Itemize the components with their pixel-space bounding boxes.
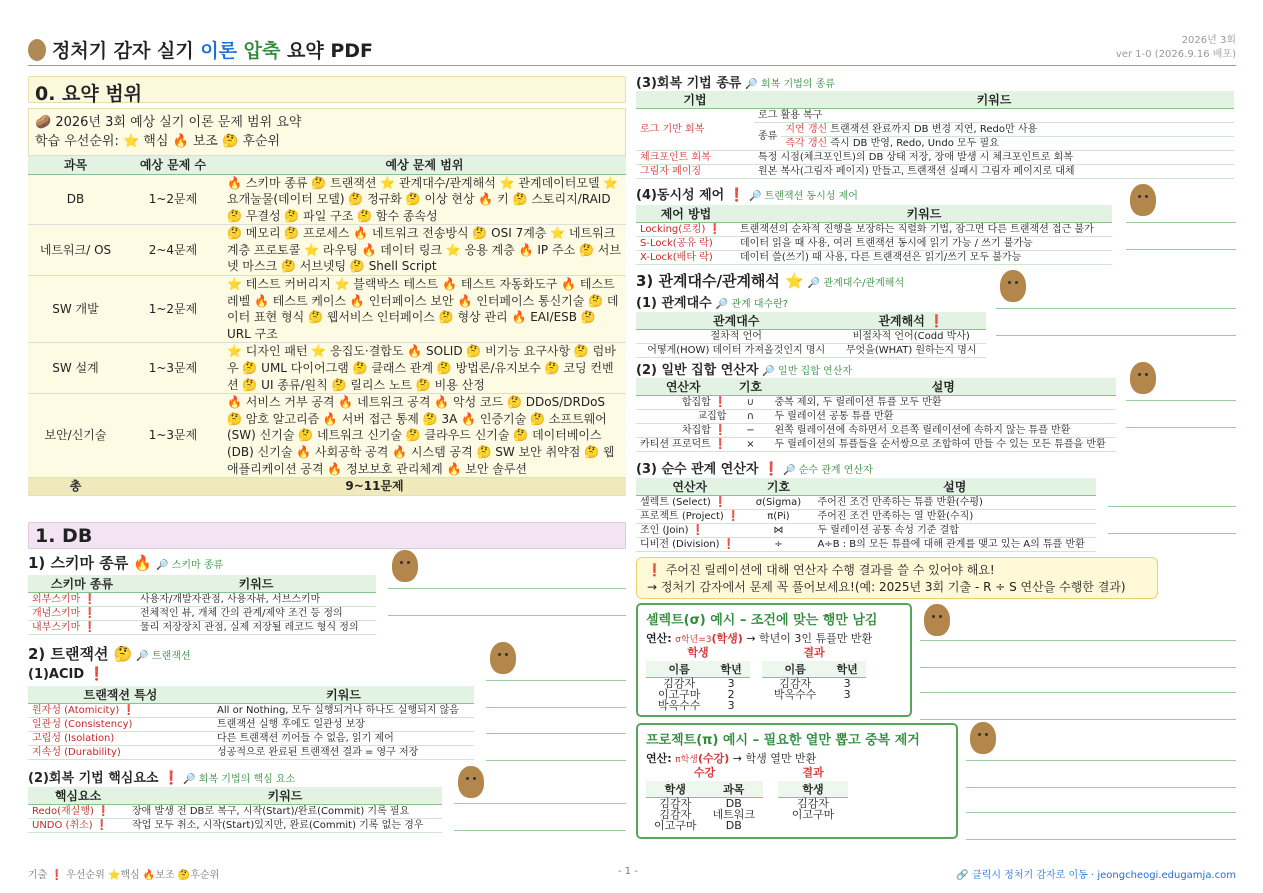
pure-operators-heading: (3) 순수 관계 연산자 ❗ 🔎 순수 관계 연산자 [636, 462, 873, 477]
recovery-core-heading: (2)회복 기법 핵심요소 ❗ 🔎 회복 기법의 핵심 요소 [28, 771, 296, 786]
table-row: 네트워크/ OS 2~4문제 🤔 메모리 🤔 프로세스 🔥 네트워크 전송방식 🤔 OSI 7계층 ⭐ 네트워크 계층 프로토콜 ⭐ 라우팅 🔥 데이터 링크 ⭐ 응용 계층 🔥 IP 주소 🤔 서브넷 마스크 🤔 서브넷팅 🤔 Shell Script [28, 225, 626, 276]
concurrency-table: 제어 방법 키워드 Locking(로킹) ❗ 트랜잭션의 순차적 진행을 보장하는 직렬화 기법, 잠그면 다른 트랜잭션 접근 불가 S-Lock(공유 락) 데이터 읽을 때 사용, 여러 트랜잭션 동시에 읽기 가능 / 쓰기 불가능 X-Lock(배타 락) 데이터 쓸(쓰기) 때 사용, 다른 트랜잭션은 읽기/쓰기 모두 불가능 [636, 205, 1112, 265]
table-row: 원자성 (Atomicity) ❗ All or Nothing, 모두 실행되거나 하나도 실행되지 않음 [28, 704, 474, 718]
section-1-title: 1. DB [28, 522, 626, 549]
scope-rows [28, 174, 626, 495]
algebra-search-link[interactable]: 🔎 관계 대수란? [715, 299, 789, 310]
recovery-types-table: 기법 키워드 로그 기반 회복 로그 활용 복구 종류 지연 갱신 트랜잭션 완료까지 DB 변경 지연, Redo만 사용 즉각 갱신 즉시 DB 반영, Redo, Undo 모두 필요 체크포인트 회복 특정 시점(체크포인트)의 DB 상태 저장, 장애 발생 시 체크포인트로 회복 그림자 페이징 원본 복사(그림자 페이지) 만들고, 트랜잭션 실패시 그림자 페이지로 대체 [636, 91, 1234, 179]
site-link[interactable]: 🔗 클릭시 정처기 감자로 이동 · jeongcheogi.edugamja.com [956, 870, 1236, 881]
project-example-box [636, 723, 958, 839]
exam-tip-note: ❗ 주어진 릴레이션에 대해 연산자 수행 결과를 쓸 수 있어야 해요! → 정처기 감자에서 문제 꼭 풀어보세요!(예: 2025년 3회 기출 - R ÷ S 연산을 수행한 결과) [636, 557, 1158, 599]
priority-legend: 학습 우선순위: ⭐ 핵심 🔥 보조 🤔 후순위 [35, 134, 281, 149]
table-row: SW 개발 1~2문제 ⭐ 테스트 커버리지 ⭐ 블랙박스 테스트 🔥 테스트 자동화도구 🔥 테스트 레벨 🔥 테스트 케이스 🔥 인터페이스 보안 🔥 인터페이스 통신기술 🤔 데이터 표현 형식 🤔 웹서비스 인터페이스 🤔 형상 관리 🔥 EAI/ESB 🤔 URL 구조 [28, 276, 626, 343]
note-lines [1108, 506, 1236, 507]
table-row: S-Lock(공유 락) 데이터 읽을 때 사용, 여러 트랜잭션 동시에 읽기 가능 / 쓰기 불가능 [636, 237, 1112, 251]
table-row: 조인 (Join) ❗ ⋈ 두 릴레이션 공통 속성 기준 결합 [636, 524, 1096, 538]
page-footer [28, 866, 1236, 881]
pure-operators-search-link[interactable]: 🔎 순수 관계 연산자 [783, 465, 873, 476]
note-lines [966, 812, 1236, 813]
table-row: 고립성 (Isolation) 다른 트랜잭션 끼어들 수 없음, 읽기 제어 [28, 732, 474, 746]
table-row: 개념스키마 ❗ 전체적인 뷰, 개체 간의 관계/제약 조건 등 정의 [28, 607, 376, 621]
table-row: SW 설계 1~3문제 ⭐ 디자인 패턴 ⭐ 응집도·결합도 🔥 SOLID 🤔 비기능 요구사항 🤔 럼바우 🤔 UML 다이어그램 🤔 클래스 관계 🤔 방법론/유지보수 🤔 코딩 컨벤션 🤔 UI 종류/원칙 🤔 릴리스 노트 🤔 비용 산정 [28, 343, 626, 394]
page-title: 정처기 감자 실기 이론 압축 요약 PDF [28, 36, 373, 63]
concurrency-heading: (4)동시성 제어 ❗ 🔎 트랜잭션 동시성 제어 [636, 188, 858, 203]
table-row: 교집합 ∩ 두 릴레이션 공통 튜플 반환 [636, 410, 1116, 424]
table-row: 어떻게(HOW) 데이터 가져올것인지 명시 무엇을(WHAT) 원하는지 명시 [636, 344, 986, 358]
select-result-table: 결과 이름 학년 김감자 3 박옥수수 3 [762, 647, 866, 700]
table-row: 지속성 (Durability) 성공적으로 완료된 트랜잭션 결과 = 영구 저장 [28, 746, 474, 760]
table-row: UNDO (취소) ❗ 작업 모두 취소, 시작(Start)있지만, 완료(Commit) 기록 없는 경우 [28, 819, 442, 833]
table-row: 로그 기반 회복 로그 활용 복구 [636, 109, 1234, 123]
potato-mascot-icon [970, 722, 996, 754]
potato-logo-icon [28, 39, 46, 61]
table-row: 외부스키마 ❗ 사용자/개발자관점, 사용자뷰, 서브스키마 [28, 593, 376, 607]
acid-heading: (1)ACID ❗ [28, 667, 105, 682]
table-row: 종류 지연 갱신 트랜잭션 완료까지 DB 변경 지연, Redo만 사용 [636, 123, 1234, 137]
transaction-heading: 2) 트랜잭션 🤔 🔎 트랜잭션 [28, 645, 191, 663]
table-row: 내부스키마 ❗ 물리 저장장치 관점, 실제 저장될 레코드 형식 정의 [28, 621, 376, 635]
recovery-core-search-link[interactable]: 🔎 회복 기법의 핵심 요소 [183, 774, 296, 785]
note-lines [920, 692, 1236, 693]
project-example-title: 프로젝트(π) 예시 – 필요한 열만 뽑고 중복 제거 [646, 733, 920, 748]
note-lines [486, 733, 626, 734]
note-lines [1126, 222, 1236, 223]
table-row: X-Lock(배타 락) 데이터 쓸(쓰기) 때 사용, 다른 트랜잭션은 읽기/쓰기 모두 불가능 [636, 251, 1112, 265]
table-row: 보안/신기술 1~3문제 🔥 서비스 거부 공격 🔥 네트워크 공격 🔥 악성 코드 🤔 DDoS/DRDoS 🤔 암호 알고리즘 🔥 서버 접근 통제 🤔 3A 🔥 인증기술 🤔 소프트웨어(SW) 신기술 🤔 네트워크 신기술 🤔 클라우드 신기술 🤔 데이터베이스(DB) 신기술 🔥 사회공학 공격 🔥 시스템 공격 🤔 SW 보안 취약점 🤔 웹 애플리케이션 공격 🔥 정보보호 관리체계 🔥 보안 솔루션 [28, 394, 626, 478]
potato-mascot-icon [490, 642, 516, 674]
select-example-title: 셀렉트(σ) 예시 – 조건에 맞는 행만 남김 [646, 613, 878, 628]
algebra-vs-calculus-table: 관계대수 관계해석 ❗ 절차적 언어 비절차적 언어(Codd 박사) 어떻게(HOW) 데이터 가져올것인지 명시 무엇을(WHAT) 원하는지 명시 [636, 312, 986, 358]
total-row: 총 9~11문제 [28, 478, 626, 496]
table-row: 즉각 갱신 즉시 DB 반영, Redo, Undo 모두 필요 [636, 137, 1234, 151]
section-0-title: 0. 요약 범위 [28, 76, 626, 103]
table-row: 디비전 (Division) ❗ ÷ A÷B : B의 모든 튜플에 대해 관계를 맺고 있는 A의 튜플 반환 [636, 538, 1096, 552]
table-row: 차집합 ❗ − 왼쪽 릴레이션에 속하면서 오른쪽 릴레이션에 속하지 않는 튜플 반환 [636, 424, 1116, 438]
select-operation: 연산: σ학년=3(학생) → 학년이 3인 튜플만 반환 [646, 632, 873, 645]
relational-algebra-search-link[interactable]: 🔎 관계대수/관계해석 [807, 278, 905, 289]
scope-intro-text: 🥔 2026년 3회 예상 실기 이론 문제 범위 요약 [35, 115, 302, 130]
schema-heading: 1) 스키마 종류 🔥 🔎 스키마 종류 [28, 554, 224, 572]
recovery-types-search-link[interactable]: 🔎 회복 기법의 종류 [745, 79, 835, 90]
edition-info: 2026년 3회 ver 1-0 (2026.9.16 배포) [1115, 35, 1236, 60]
potato-mascot-icon [1130, 184, 1156, 216]
note-lines [486, 680, 626, 681]
table-row: 카티션 프로덕트 ❗ × 두 릴레이션의 튜플들을 순서쌍으로 조합하여 만들 수 있는 모든 튜플을 반환 [636, 438, 1116, 452]
relational-algebra-heading: 3) 관계대수/관계해석 ⭐ 🔎 관계대수/관계해석 [636, 272, 905, 290]
project-source-table: 수강 학생 과목 김감자 DB 김감자 네트워크 이고구마 DB [646, 767, 763, 831]
table-row: Redo(재실행) ❗ 장애 발생 전 DB로 복구, 시작(Start)/완료(Commit) 기록 필요 [28, 805, 442, 819]
potato-mascot-icon [1130, 362, 1156, 394]
potato-mascot-icon [392, 550, 418, 582]
table-row: 체크포인트 회복 특정 시점(체크포인트)의 DB 상태 저장, 장애 발생 시 체크포인트로 회복 [636, 151, 1234, 165]
table-row: DB 1~2문제 🔥 스키마 종류 🤔 트랜잭션 ⭐ 관계대수/관계해석 ⭐ 관계데이터모델 ⭐ 요개눌물(데이터 모델) 🤔 정규화 🤔 이상 현상 🔥 키 🤔 스토리지/RAID 🤔 무결성 🤔 파일 구조 🤔 함수 종속성 [28, 174, 626, 225]
note-lines [454, 803, 626, 804]
schema-table: 스키마 종류 키워드 외부스키마 ❗ 사용자/개발자관점, 사용자뷰, 서브스키마 개념스키마 ❗ 전체적인 뷰, 개체 간의 관계/제약 조건 등 정의 내부스키마 ❗ 물리 저장장치 관점, 실제 저장될 레코드 형식 정의 [28, 575, 376, 635]
scope-table: 과목 예상 문제 수 예상 문제 범위 DB 1~2문제 🔥 스키마 종류 🤔 트랜잭션 ⭐ 관계대수/관계해석 ⭐ 관계데이터모델 ⭐ 요개눌물(데이터 모델) 🤔 정규화 🤔 이상 현상 🔥 키 🤔 스토리지/RAID 🤔 무결성 🤔 파일 구조 🤔 함수 종속성 네트워크/ OS 2~4문제 🤔 메모리 🤔 프로세스 🔥 네트워크 전송방식 🤔 OSI 7계층 ⭐ 네트워크 계층 프로토콜 ⭐ 라우팅 🔥 데이터 링크 ⭐ 응용 계층 🔥 IP 주소 🤔 서브넷 마스크 🤔 서브넷팅 🤔 Shell Script SW 개발 1~2문제 ⭐ 테스트 커버리지 ⭐ 블랙박스 테스트 🔥 테스트 자동화도구 🔥 테스트 레벨 🔥 테스트 케이스 🔥 인터페이스 보안 🔥 인터페이스 통신기술 🤔 데이터 표현 형식 🤔 웹서비스 인터페이스 🤔 형상 관리 🔥 EAI/ESB 🤔 URL 구조 SW 설계 1~3문제 ⭐ 디자인 패턴 ⭐ 응집도·결합도 🔥 SOLID 🤔 비기능 요구사항 🤔 럼바우 🤔 UML 다이어그램 🤔 클래스 관계 🤔 방법론/유지보수 🤔 코딩 컨벤션 🤔 UI 종류/원칙 🤔 릴리스 노트 🤔 비용 산정 보안/신기술 1~3문제 🔥 서비스 거부 공격 🔥 네트워크 공격 🔥 악성 코드 🤔 DDoS/DRDoS 🤔 암호 알고리즘 🔥 서버 접근 통제 🤔 3A 🔥 인증기술 🤔 소프트웨어(SW) 신기술 🤔 네트워크 신기술 🤔 클라우드 신기술 🤔 데이터베이스(DB) 신기술 🔥 사회공학 공격 🔥 시스템 공격 🤔 SW 보안 취약점 🤔 웹 애플리케이션 공격 🔥 정보보호 관리체계 🔥 보안 솔루션 총 9~11문제 [28, 156, 626, 496]
recovery-types-heading: (3)회복 기법 종류 🔎 회복 기법의 종류 [636, 76, 835, 91]
project-result-table: 결과 학생 김감자 이고구마 [778, 767, 848, 820]
footer-legend: 기출 ❗ 우선순위 ⭐핵심 🔥보조 🤔후순위 [28, 870, 220, 881]
algebra-sub-heading: (1) 관계대수 🔎 관계 대수란? [636, 296, 789, 311]
set-operators-heading: (2) 일반 집합 연산자 🔎 일반 집합 연산자 [636, 363, 853, 378]
set-operators-search-link[interactable]: 🔎 일반 집합 연산자 [762, 366, 853, 377]
table-row: 그림자 페이징 원본 복사(그림자 페이지) 만들고, 트랜잭션 실패시 그림자 페이지로 대체 [636, 165, 1234, 179]
table-row: 합집합 ❗ ∪ 중복 제외, 두 릴레이션 튜플 모두 반환 [636, 396, 1116, 410]
note-lines [920, 640, 1236, 641]
table-row: Locking(로킹) ❗ 트랜잭션의 순차적 진행을 보장하는 직렬화 기법, 잠그면 다른 트랜잭션 접근 불가 [636, 223, 1112, 237]
schema-search-link[interactable]: 🔎 스키마 종류 [156, 560, 224, 571]
set-operators-table: 연산자 기호 설명 합집합 ❗ ∪ 중복 제외, 두 릴레이션 튜플 모두 반환 교집합 ∩ 두 릴레이션 공통 튜플 반환 차집합 ❗ − 왼쪽 릴레이션에 속하면서 오른쪽 릴레이션에 속하지 않는 튜플 반환 카티션 프로덕트 ❗ × 두 릴레이션의 튜플들을 순서쌍으로 조합하여 만들 수 있는 모든 튜플을 반환 [636, 378, 1116, 452]
note-lines [966, 760, 1236, 761]
page-number: - 1 - [618, 866, 638, 877]
table-row: 절차적 언어 비절차적 언어(Codd 박사) [636, 330, 986, 344]
concurrency-search-link[interactable]: 🔎 트랜잭션 동시성 제어 [748, 191, 858, 202]
potato-mascot-icon [924, 604, 950, 636]
select-example-box [636, 603, 912, 717]
recovery-core-table: 핵심요소 키워드 Redo(재실행) ❗ 장애 발생 전 DB로 복구, 시작(Start)/완료(Commit) 기록 필요 UNDO (취소) ❗ 작업 모두 취소, 시작(Start)있지만, 완료(Commit) 기록 없는 경우 [28, 787, 442, 833]
potato-mascot-icon [1000, 270, 1026, 302]
note-lines [1126, 400, 1236, 401]
table-row: 셀렉트 (Select) ❗ σ(Sigma) 주어진 조건 만족하는 튜플 반환(수평) [636, 496, 1096, 510]
project-operation: 연산: π학생(수강) → 학생 열만 반환 [646, 752, 817, 765]
page-header [28, 34, 1236, 66]
note-lines [996, 308, 1236, 309]
potato-mascot-icon [458, 766, 484, 798]
pure-operators-table: 연산자 기호 설명 셀렉트 (Select) ❗ σ(Sigma) 주어진 조건 만족하는 튜플 반환(수평) 프로젝트 (Project) ❗ π(Pi) 주어진 조건 만족하는 열 반환(수직) 조인 (Join) ❗ ⋈ 두 릴레이션 공통 속성 기준 결합 디비전 (Division) ❗ ÷ A÷B : B의 모든 튜플에 대해 관계를 맺고 있는 A의 튜플 반환 [636, 478, 1096, 552]
table-row: 프로젝트 (Project) ❗ π(Pi) 주어진 조건 만족하는 열 반환(수직) [636, 510, 1096, 524]
acid-table: 트랜잭션 특성 키워드 원자성 (Atomicity) ❗ All or Nothing, 모두 실행되거나 하나도 실행되지 않음 일관성 (Consistency) 트랜잭션 실행 후에도 일관성 보장 고립성 (Isolation) 다른 트랜잭션 끼어들 수 없음, 읽기 제어 지속성 (Durability) 성공적으로 완료된 트랜잭션 결과 = 영구 저장 [28, 686, 474, 760]
note-lines [388, 588, 626, 589]
transaction-search-link[interactable]: 🔎 트랜잭션 [136, 651, 191, 662]
table-row: 일관성 (Consistency) 트랜잭션 실행 후에도 일관성 보장 [28, 718, 474, 732]
scope-intro [28, 108, 626, 156]
select-source-table: 학생 이름 학년 김감자 3 이고구마 2 박옥수수 3 [646, 647, 750, 711]
